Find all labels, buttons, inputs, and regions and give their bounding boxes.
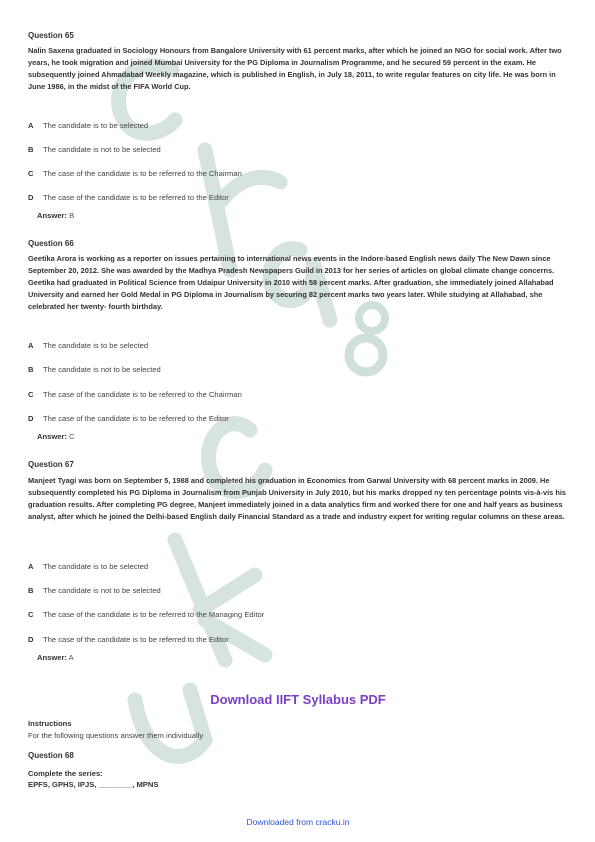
series-text: EPFS, GPHS, IPJS, ________, MPNS xyxy=(28,780,159,789)
option-d[interactable]: D The case of the candidate is to be referred to the Editor xyxy=(28,635,229,644)
answer: Answer: B xyxy=(37,211,75,220)
question-prompt: Complete the series: xyxy=(28,769,103,778)
instructions-title: Instructions xyxy=(28,719,72,728)
option-a[interactable]: A The candidate is to be selected xyxy=(28,341,149,350)
answer: Answer: A xyxy=(37,653,74,662)
option-c[interactable]: C The case of the candidate is to be referred to the Chairman xyxy=(28,390,242,399)
option-a[interactable]: A The candidate is to be selected xyxy=(28,562,149,571)
option-c[interactable]: C The case of the candidate is to be referred to the Managing Editor xyxy=(28,610,265,619)
instructions-text: For the following questions answer them individually xyxy=(28,731,204,740)
download-syllabus-link[interactable]: Download IIFT Syllabus PDF xyxy=(210,692,386,707)
question-title: Question 68 xyxy=(28,751,74,760)
option-d[interactable]: D The case of the candidate is to be referred to the Editor xyxy=(28,193,229,202)
question-title: Question 67 xyxy=(28,460,74,469)
question-title: Question 66 xyxy=(28,239,74,248)
option-b[interactable]: B The candidate is not to be selected xyxy=(28,586,161,595)
option-b[interactable]: B The candidate is not to be selected xyxy=(28,365,161,374)
footer-link[interactable]: Downloaded from cracku.in xyxy=(246,817,350,827)
option-c[interactable]: C The case of the candidate is to be referred to the Chairman xyxy=(28,169,242,178)
question-text: Nalin Saxena graduated in Sociology Honours from Bangalore University with 61 percent marks, after which he joined an NGO for social work. After two years, he took migration and joined Mumbai University for the PG Diploma in Journalism Programme, and he secured 59 percent in the exam. He subsequently joined Ahmadabad Weekly magazine, which is published in English, in July 18, 2011, to write regular features on city life. He was born in June 1986, in the midst of the FIFA World Cup. xyxy=(28,46,562,91)
question-text: Geetika Arora is working as a reporter on issues pertaining to international news events in the Indore-based English news daily The New Dawn since September 20, 2012. She was awarded by the Madhya Pradesh Newspapers Guild in 2013 for her series of articles on global climate change concerns. Geetika had graduated in Political Science from Udaipur University in 2010 with 58 percent marks. After graduation, she immediately joined Allahabad University and earned her Gold Medal in PG Diploma in Journalism by securing 82 percent marks two years later. While studying at Allahabad, she celebrated her twenty- fourth birthday. xyxy=(28,254,555,311)
answer: Answer: C xyxy=(37,432,75,441)
option-b[interactable]: B The candidate is not to be selected xyxy=(28,145,161,154)
question-text: Manjeet Tyagi was born on September 5, 1988 and completed his graduation in Economics from Garwal University with 68 percent marks in 2009. He subsequently completed his PG Diploma in Journalism from Punjab University in July 2010, but his marks dropped ny ten percentage points vis-à-vis his graduation results. After completing PG degree, Manjeet immediately joined in a data analytics firm and worked there for one and half years as business analyst, after which he joined the Delhi-based English daily Financial Standard as a trade and industry expert for writing regular columns on these areas. xyxy=(28,476,567,521)
question-title: Question 65 xyxy=(28,31,74,40)
option-a[interactable]: A The candidate is to be selected xyxy=(28,121,149,130)
option-d[interactable]: D The case of the candidate is to be referred to the Editor xyxy=(28,414,229,423)
